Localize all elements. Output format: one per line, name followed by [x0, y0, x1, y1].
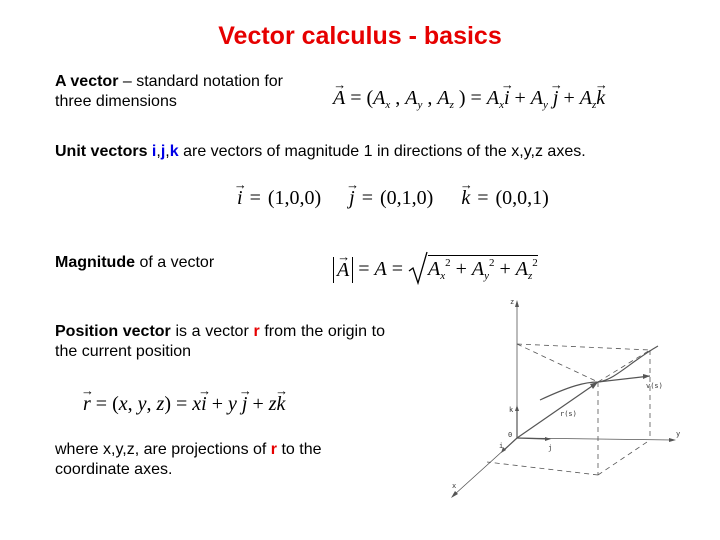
projections-description: where x,y,z, are projections of: [55, 441, 271, 458]
unit-vectors-text: [55, 142, 675, 162]
unit-comma-1: ,: [156, 143, 161, 160]
unit-k: k: [169, 143, 179, 160]
magnitude-term: Magnitude: [55, 254, 135, 271]
magnitude-text: [55, 253, 214, 273]
label-i: i: [499, 442, 504, 450]
unit-i: i: [151, 143, 157, 160]
position-vector-text-b: from the origin to the current position: [55, 323, 386, 360]
magnitude-description: of a vector: [135, 254, 215, 271]
position-vector-r: r: [253, 323, 260, 340]
projections-description-b: to the coordinate axes.: [55, 441, 322, 478]
projections-text: [55, 440, 355, 480]
label-x: x: [452, 482, 457, 490]
label-k: k: [509, 406, 514, 414]
avector-text: [55, 72, 320, 112]
label-j: j: [548, 444, 553, 452]
avector-description: – standard notation for three dimensions: [55, 73, 283, 110]
position-vector-line: [517, 382, 598, 438]
unit-i-line: [504, 438, 517, 450]
label-r: r(s): [560, 410, 577, 418]
label-y: y: [676, 430, 681, 438]
position-vector-term: Position vector: [55, 323, 171, 340]
position-vector-text-a: is a vector: [170, 323, 254, 340]
position-vector-equation: → r = (x, y, z) = x→ i + y → j + z→ k: [83, 392, 285, 416]
label-v: v(s): [646, 382, 663, 390]
unit-vectors-term: Unit vectors: [55, 143, 152, 160]
trajectory-curve: [540, 346, 658, 400]
magnitude-equation: → $A = A = A_x^2 + A_y^2 + A_z^2$: [333, 251, 538, 288]
arrowheads: [451, 300, 676, 498]
label-z: z: [510, 298, 515, 306]
projections-r: r: [270, 441, 278, 458]
avector-equation: → $A = (A_x$ , $A_y$ , $A_z$ ) = $A_x\to i + A_y \to j + A_z\to k$: [333, 86, 605, 117]
unit-vectors-description: are vectors of magnitude 1 in directions of the x,y,z axes.: [178, 143, 586, 160]
coordinate-figure: [440, 290, 716, 516]
avector-term: A vector: [55, 73, 119, 90]
position-vector-text: [55, 322, 385, 362]
label-origin: 0: [508, 431, 513, 439]
unit-j: j: [160, 143, 166, 160]
unit-comma-2: ,: [165, 143, 170, 160]
slide-title: Vector calculus - basics: [218, 22, 502, 50]
coordinate-diagram: [440, 290, 716, 516]
unit-vectors-equation: → i = (1,0,0) → j = (0,1,0) → k = (0,0,1): [237, 186, 549, 210]
